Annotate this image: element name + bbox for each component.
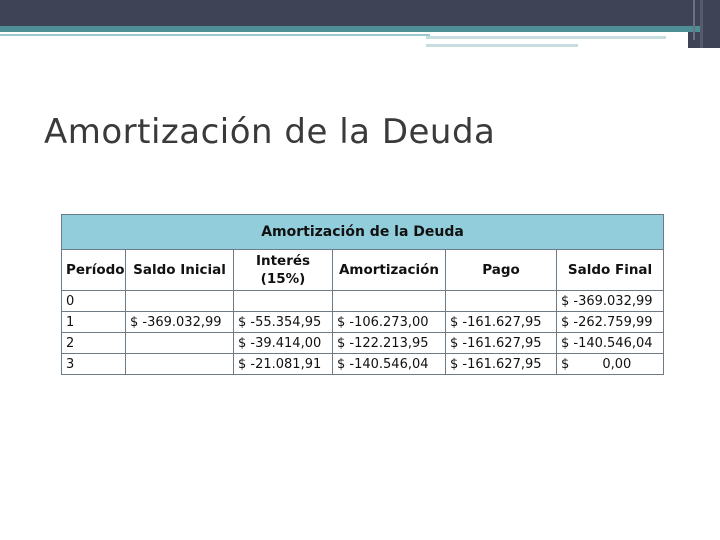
- header-pago: Pago: [446, 250, 557, 291]
- cell-saldo-final: $ -262.759,99: [557, 312, 664, 333]
- cell-interes: $ -55.354,95: [234, 312, 333, 333]
- table-header-row: [62, 250, 664, 291]
- cell-amortizacion: $ -122.213,95: [333, 333, 446, 354]
- cell-interes: $ -39.414,00: [234, 333, 333, 354]
- slide-title: Amortización de la Deuda: [44, 112, 496, 152]
- cell-interes: [234, 291, 333, 312]
- cell-periodo: 1: [62, 312, 126, 333]
- cell-pago: [446, 291, 557, 312]
- header-interes: [234, 250, 333, 291]
- header-saldo-final: Saldo Final: [557, 250, 664, 291]
- table-row: [62, 354, 664, 375]
- header-saldo-inicial: Saldo Inicial: [126, 250, 234, 291]
- cell-saldo-inicial: [126, 333, 234, 354]
- cell-interes: $ -21.081,91: [234, 354, 333, 375]
- cell-pago: $ -161.627,95: [446, 354, 557, 375]
- header-interes-rate: (15%): [260, 271, 306, 287]
- amortization-table: [61, 214, 664, 375]
- accent-vertical-line: [700, 0, 703, 48]
- cell-saldo-inicial: $ -369.032,99: [126, 312, 234, 333]
- table-row: [62, 312, 664, 333]
- header-periodo: Período: [62, 250, 126, 291]
- table-row: [62, 333, 664, 354]
- cell-pago: $ -161.627,95: [446, 312, 557, 333]
- table-caption: Amortización de la Deuda: [62, 215, 664, 250]
- accent-stripe-light: [426, 36, 666, 39]
- header-amortizacion: Amortización: [333, 250, 446, 291]
- top-banner: [0, 0, 720, 26]
- accent-stripe-thin: [0, 34, 430, 36]
- cell-amortizacion: $ -106.273,00: [333, 312, 446, 333]
- table-row: [62, 291, 664, 312]
- cell-periodo: 2: [62, 333, 126, 354]
- cell-pago: $ -161.627,95: [446, 333, 557, 354]
- cell-saldo-final: $ -140.546,04: [557, 333, 664, 354]
- cell-saldo-final: $ -369.032,99: [557, 291, 664, 312]
- cell-amortizacion: [333, 291, 446, 312]
- table-caption-row: [62, 215, 664, 250]
- cell-saldo-final: $ 0,00: [557, 354, 664, 375]
- cell-saldo-inicial: [126, 291, 234, 312]
- cell-periodo: 3: [62, 354, 126, 375]
- cell-saldo-inicial: [126, 354, 234, 375]
- header-interes-label: Interés: [255, 253, 311, 269]
- accent-stripe-light-short: [426, 44, 578, 47]
- cell-amortizacion: $ -140.546,04: [333, 354, 446, 375]
- accent-stripe: [0, 26, 700, 32]
- accent-vertical-line: [693, 0, 695, 40]
- cell-periodo: 0: [62, 291, 126, 312]
